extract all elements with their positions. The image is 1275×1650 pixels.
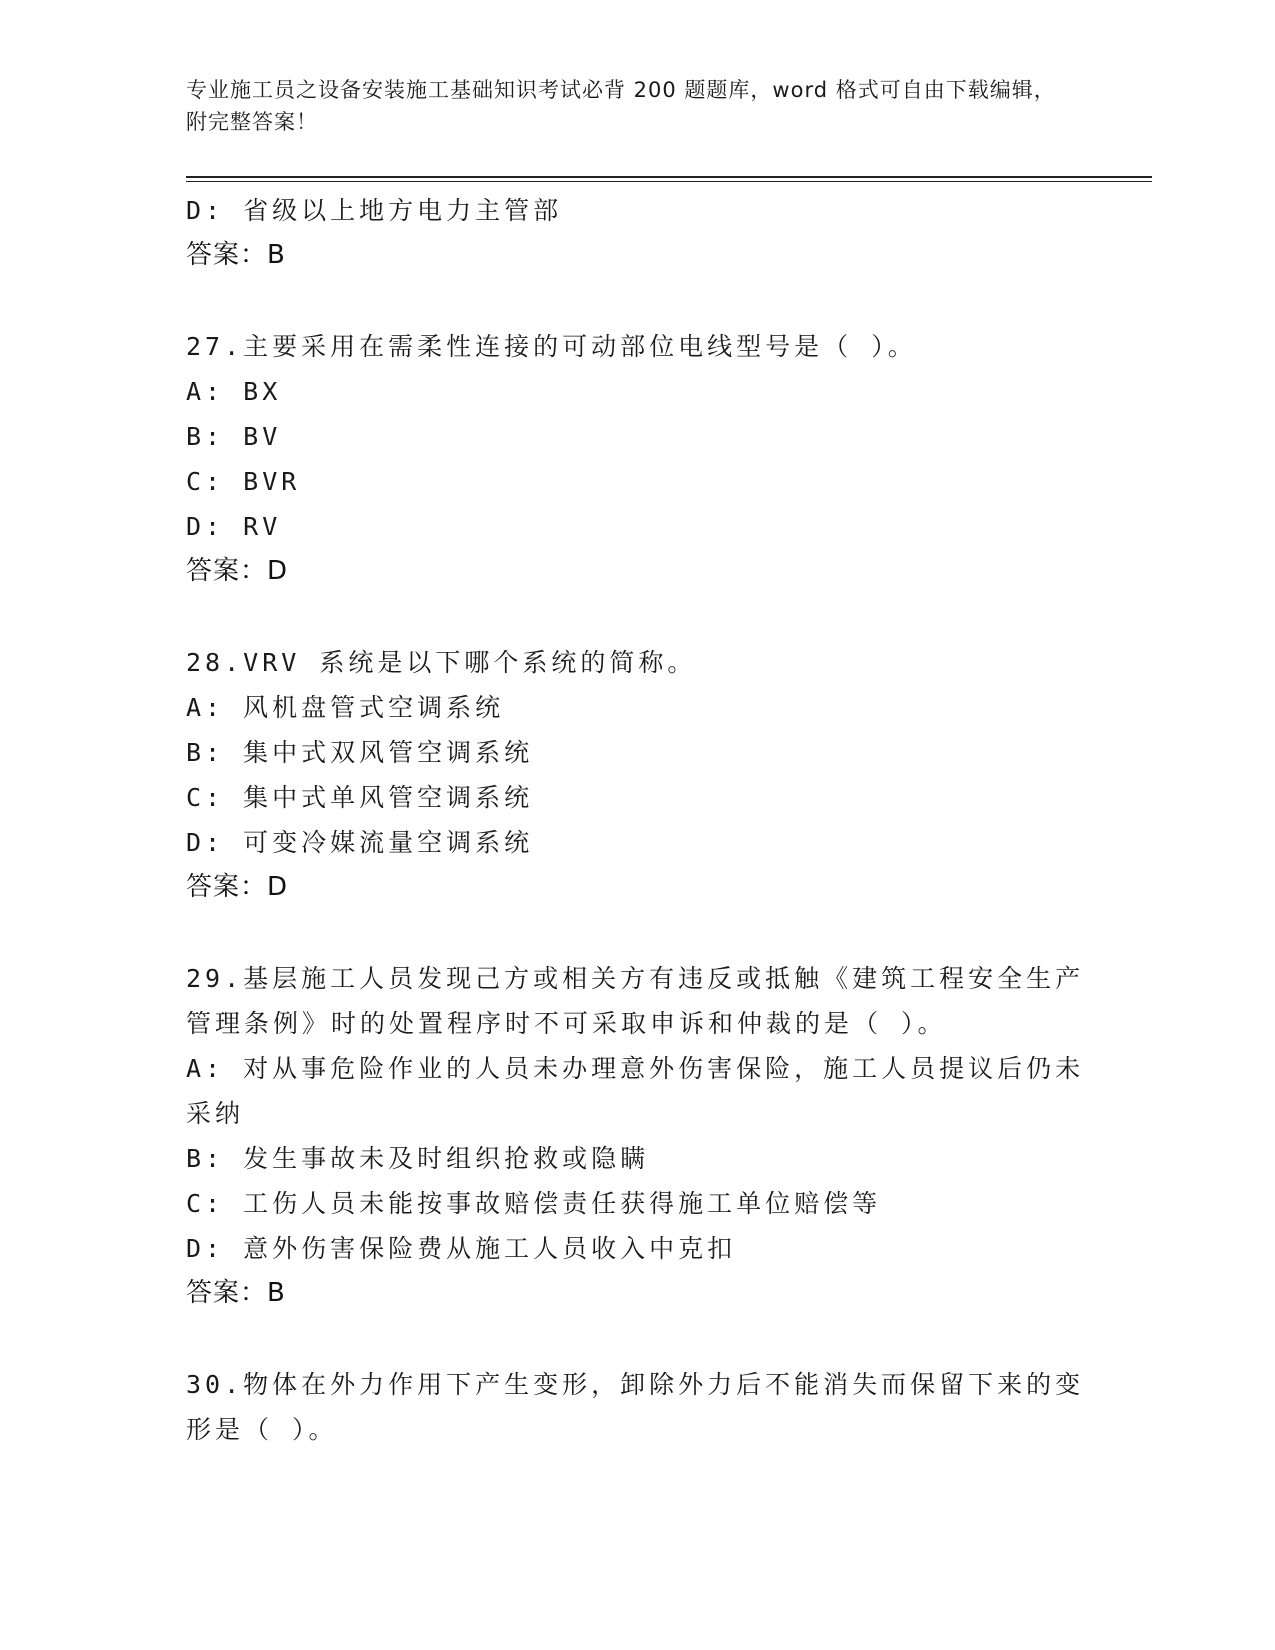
answer-line: 答案：B [186, 1278, 286, 1308]
option-b: B: 集中式双风管空调系统 [186, 738, 534, 767]
answer-line: 答案：D [186, 872, 289, 902]
spacer [186, 278, 1066, 324]
document-header: 专业施工员之设备安装施工基础知识考试必背 200 题题库，word 格式可自由下载编辑，附完整答案！ [186, 78, 1056, 134]
header-divider-thick [186, 176, 1152, 178]
spacer [186, 910, 1066, 956]
option-d: D: 省级以上地方电力主管部 [186, 196, 563, 225]
header-divider-thin [186, 181, 1152, 182]
spacer [186, 1316, 1066, 1362]
option-b: B: 发生事故未及时组织抢救或隐瞒 [186, 1144, 650, 1173]
question-stem: 28.VRV 系统是以下哪个系统的简称。 [186, 648, 697, 677]
spacer [186, 594, 1066, 640]
answer-line: 答案：B [186, 240, 286, 270]
option-c: C: 工伤人员未能按事故赔偿责任获得施工单位赔偿等 [186, 1189, 882, 1218]
option-a-line-2: 采纳 [186, 1099, 245, 1128]
option-d: D: 意外伤害保险费从施工人员收入中克扣 [186, 1234, 737, 1263]
question-stem-line-1: 30.物体在外力作用下产生变形，卸除外力后不能消失而保留下来的变 [186, 1370, 1085, 1399]
option-b: B: BV [186, 422, 282, 451]
option-a: A: BX [186, 377, 282, 406]
question-stem-line-1: 29.基层施工人员发现己方或相关方有违反或抵触《建筑工程安全生产 [186, 964, 1085, 993]
option-d: D: 可变冷媒流量空调系统 [186, 828, 534, 857]
question-stem-line-2: 管理条例》时的处置程序时不可采取申诉和仲裁的是（ ）。 [186, 1009, 947, 1038]
option-c: C: BVR [186, 467, 301, 496]
option-a: A: 风机盘管式空调系统 [186, 693, 505, 722]
option-a-line-1: A: 对从事危险作业的人员未办理意外伤害保险，施工人员提议后仍未 [186, 1054, 1085, 1083]
option-d: D: RV [186, 512, 282, 541]
question-stem: 27.主要采用在需柔性连接的可动部位电线型号是（ ）。 [186, 332, 917, 361]
answer-line: 答案：D [186, 556, 289, 586]
question-stem-line-2: 形是（ ）。 [186, 1415, 338, 1444]
option-c: C: 集中式单风管空调系统 [186, 783, 534, 812]
question-content [186, 188, 1085, 1452]
